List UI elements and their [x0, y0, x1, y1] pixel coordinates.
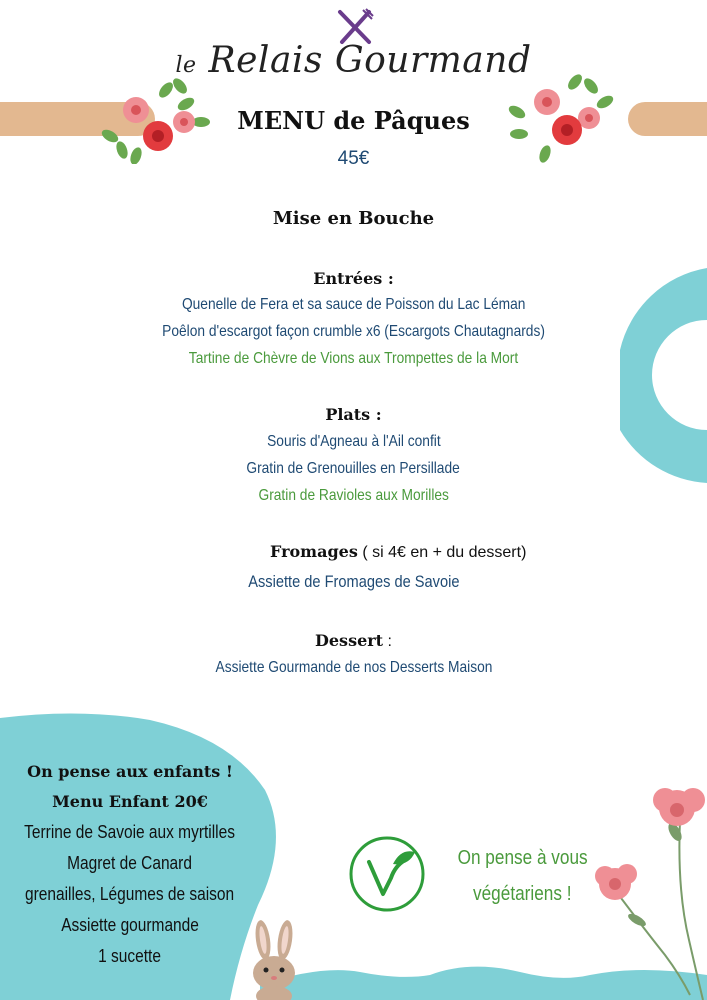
amuse-bouche-heading: Mise en Bouche	[272, 208, 435, 229]
fromages-note: ( si 4€ en + du dessert)	[362, 544, 527, 561]
vegetarian-message	[440, 840, 605, 912]
fromage-item: Assiette de Fromages de Savoie	[247, 572, 460, 591]
entree-item: Poêlon d'escargot façon crumble x6 (Escargots Chautagnards)	[162, 323, 545, 340]
dessert-heading: Dessert	[315, 631, 384, 650]
fromages-heading: Fromages	[270, 542, 358, 561]
bunny-icon	[243, 918, 305, 1000]
plat-item: Souris d'Agneau à l'Ail confit	[266, 433, 441, 450]
vegetarian-line1: On pense à vous	[457, 847, 588, 869]
dessert-item: Assiette Gourmande de nos Desserts Maison	[215, 659, 492, 676]
brand-prefix: le	[175, 53, 197, 78]
plats-heading: Plats :	[325, 405, 382, 424]
kids-item: Magret de Canard	[67, 853, 193, 873]
kids-item: 1 sucette	[98, 946, 162, 966]
menu-price: 45€	[337, 148, 370, 169]
entrees-heading: Entrées :	[313, 269, 394, 288]
brand-name: Relais Gourmand	[208, 40, 532, 81]
kids-menu-price: Menu Enfant 20€	[52, 792, 208, 811]
menu-title: MENU de Pâques	[237, 106, 470, 135]
kids-menu	[0, 757, 260, 972]
plat-item: Gratin de Grenouilles en Persillade	[246, 460, 461, 477]
carnation-flowers	[585, 780, 707, 1000]
kids-item: grenailles, Légumes de saison	[25, 884, 235, 904]
plat-item-vegetarian: Gratin de Ravioles aux Morilles	[258, 487, 449, 504]
entree-item: Quenelle de Fera et sa sauce de Poisson du Lac Léman	[181, 296, 526, 313]
vegetarian-line2: végétariens !	[473, 883, 572, 905]
fromages-heading-line	[270, 542, 526, 562]
dessert-heading-line	[0, 631, 707, 651]
entree-item-vegetarian: Tartine de Chèvre de Vions aux Trompettes de la Mort	[188, 350, 519, 367]
dessert-colon: :	[387, 633, 392, 650]
kids-item: Assiette gourmande	[61, 915, 199, 935]
kids-title: On pense aux enfants !	[27, 762, 233, 781]
vegetarian-v-icon	[347, 834, 427, 914]
kids-item: Terrine de Savoie aux myrtilles	[24, 822, 236, 842]
